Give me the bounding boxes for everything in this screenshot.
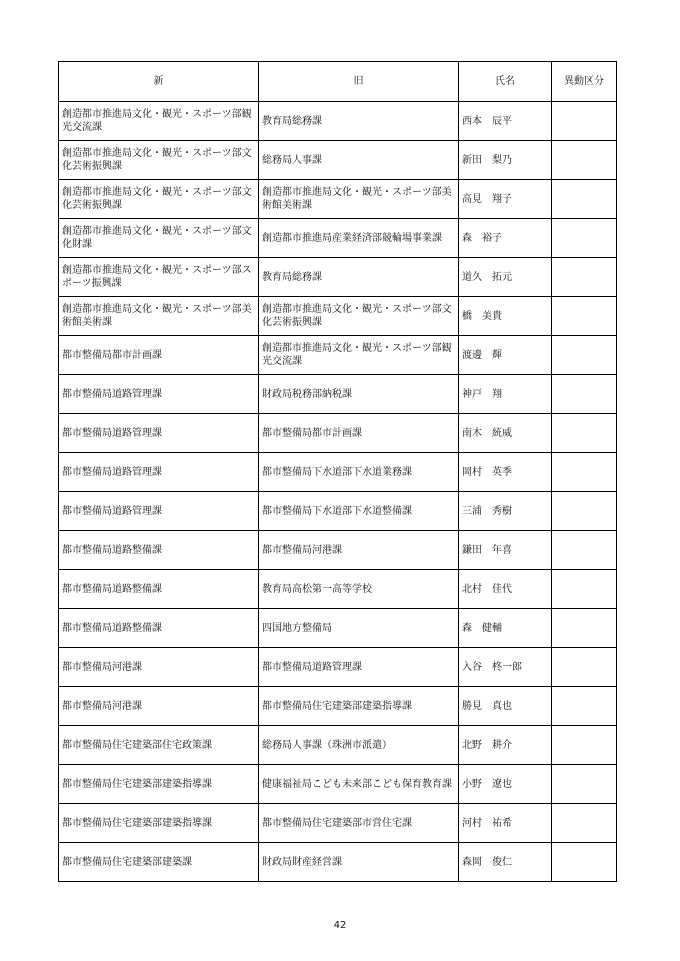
employee-name-cell: 鎌田 年喜 bbox=[459, 531, 552, 570]
page-number: 42 bbox=[333, 920, 347, 931]
old-department-cell: 都市整備局下水道部下水道整備課 bbox=[259, 492, 459, 531]
old-department-cell: 都市整備局都市計画課 bbox=[259, 414, 459, 453]
employee-name-cell: 神戸 翔 bbox=[459, 375, 552, 414]
transfer-type-cell bbox=[552, 258, 617, 297]
new-department-cell: 都市整備局住宅建築部建築課 bbox=[59, 843, 259, 882]
employee-name-cell: 森 健輔 bbox=[459, 609, 552, 648]
new-department-cell: 創造都市推進局文化・観光・スポーツ部文化財課 bbox=[59, 219, 259, 258]
table-header-row bbox=[59, 62, 617, 102]
transfer-type-cell bbox=[552, 765, 617, 804]
employee-name-cell: 橋 美貴 bbox=[459, 297, 552, 336]
old-department-cell: 都市整備局住宅建築部市営住宅課 bbox=[259, 804, 459, 843]
employee-name-cell: 西本 辰平 bbox=[459, 102, 552, 141]
header-new: 新 bbox=[59, 62, 259, 102]
new-department-cell: 創造都市推進局文化・観光・スポーツ部スポーツ振興課 bbox=[59, 258, 259, 297]
transfer-type-cell bbox=[552, 726, 617, 765]
old-department-cell: 総務局人事課 bbox=[259, 141, 459, 180]
new-department-cell: 都市整備局道路整備課 bbox=[59, 570, 259, 609]
employee-name-cell: 渡邊 輝 bbox=[459, 336, 552, 375]
transfer-type-cell bbox=[552, 336, 617, 375]
old-department-cell: 教育局高松第一高等学校 bbox=[259, 570, 459, 609]
transfer-type-cell bbox=[552, 297, 617, 336]
old-department-cell: 健康福祉局こども未来部こども保育教育課 bbox=[259, 765, 459, 804]
transfer-type-cell bbox=[552, 804, 617, 843]
table-row bbox=[59, 570, 617, 609]
table-row bbox=[59, 297, 617, 336]
transfer-type-cell bbox=[552, 414, 617, 453]
transfer-type-cell bbox=[552, 219, 617, 258]
employee-name-cell: 道久 拓元 bbox=[459, 258, 552, 297]
employee-name-cell: 高見 翔子 bbox=[459, 180, 552, 219]
employee-name-cell: 勝見 真也 bbox=[459, 687, 552, 726]
table-row bbox=[59, 453, 617, 492]
employee-name-cell: 小野 遼也 bbox=[459, 765, 552, 804]
new-department-cell: 創造都市推進局文化・観光・スポーツ部美術館美術課 bbox=[59, 297, 259, 336]
new-department-cell: 創造都市推進局文化・観光・スポーツ部観光交流課 bbox=[59, 102, 259, 141]
employee-name-cell: 三浦 秀樹 bbox=[459, 492, 552, 531]
new-department-cell: 都市整備局住宅建築部住宅政策課 bbox=[59, 726, 259, 765]
transfer-type-cell bbox=[552, 843, 617, 882]
table-row bbox=[59, 336, 617, 375]
table-row bbox=[59, 765, 617, 804]
personnel-transfer-table bbox=[58, 61, 617, 882]
transfer-type-cell bbox=[552, 375, 617, 414]
table-row bbox=[59, 648, 617, 687]
employee-name-cell: 南木 統威 bbox=[459, 414, 552, 453]
table-row bbox=[59, 180, 617, 219]
old-department-cell: 創造都市推進局文化・観光・スポーツ部観光交流課 bbox=[259, 336, 459, 375]
table-body bbox=[59, 102, 617, 882]
table-row bbox=[59, 492, 617, 531]
old-department-cell: 創造都市推進局文化・観光・スポーツ部文化芸術振興課 bbox=[259, 297, 459, 336]
table-row bbox=[59, 141, 617, 180]
new-department-cell: 都市整備局道路管理課 bbox=[59, 414, 259, 453]
table-row bbox=[59, 219, 617, 258]
old-department-cell: 四国地方整備局 bbox=[259, 609, 459, 648]
new-department-cell: 都市整備局河港課 bbox=[59, 687, 259, 726]
old-department-cell: 教育局総務課 bbox=[259, 102, 459, 141]
transfer-type-cell bbox=[552, 102, 617, 141]
table-row bbox=[59, 726, 617, 765]
table-row bbox=[59, 375, 617, 414]
header-transfer-type: 異動区分 bbox=[552, 62, 617, 102]
old-department-cell: 都市整備局河港課 bbox=[259, 531, 459, 570]
table-row bbox=[59, 531, 617, 570]
new-department-cell: 都市整備局道路整備課 bbox=[59, 609, 259, 648]
new-department-cell: 都市整備局河港課 bbox=[59, 648, 259, 687]
new-department-cell: 創造都市推進局文化・観光・スポーツ部文化芸術振興課 bbox=[59, 141, 259, 180]
table-row bbox=[59, 102, 617, 141]
header-old: 旧 bbox=[259, 62, 459, 102]
old-department-cell: 創造都市推進局産業経済部競輪場事業課 bbox=[259, 219, 459, 258]
employee-name-cell: 新田 梨乃 bbox=[459, 141, 552, 180]
transfer-type-cell bbox=[552, 570, 617, 609]
new-department-cell: 都市整備局住宅建築部建築指導課 bbox=[59, 765, 259, 804]
old-department-cell: 総務局人事課（珠洲市派遣） bbox=[259, 726, 459, 765]
old-department-cell: 創造都市推進局文化・観光・スポーツ部美術館美術課 bbox=[259, 180, 459, 219]
transfer-type-cell bbox=[552, 180, 617, 219]
old-department-cell: 都市整備局住宅建築部建築指導課 bbox=[259, 687, 459, 726]
old-department-cell: 都市整備局道路管理課 bbox=[259, 648, 459, 687]
transfer-type-cell bbox=[552, 141, 617, 180]
transfer-type-cell bbox=[552, 648, 617, 687]
employee-name-cell: 入谷 柊一郎 bbox=[459, 648, 552, 687]
employee-name-cell: 北野 耕介 bbox=[459, 726, 552, 765]
old-department-cell: 都市整備局下水道部下水道業務課 bbox=[259, 453, 459, 492]
new-department-cell: 都市整備局都市計画課 bbox=[59, 336, 259, 375]
new-department-cell: 都市整備局道路管理課 bbox=[59, 453, 259, 492]
new-department-cell: 都市整備局道路整備課 bbox=[59, 531, 259, 570]
table-row bbox=[59, 414, 617, 453]
table-row bbox=[59, 804, 617, 843]
new-department-cell: 都市整備局住宅建築部建築指導課 bbox=[59, 804, 259, 843]
table-row bbox=[59, 687, 617, 726]
new-department-cell: 都市整備局道路管理課 bbox=[59, 375, 259, 414]
transfer-type-cell bbox=[552, 492, 617, 531]
old-department-cell: 財政局税務部納税課 bbox=[259, 375, 459, 414]
employee-name-cell: 森岡 俊仁 bbox=[459, 843, 552, 882]
employee-name-cell: 岡村 英季 bbox=[459, 453, 552, 492]
transfer-type-cell bbox=[552, 687, 617, 726]
employee-name-cell: 河村 祐希 bbox=[459, 804, 552, 843]
old-department-cell: 財政局財産経営課 bbox=[259, 843, 459, 882]
header-name: 氏名 bbox=[459, 62, 552, 102]
new-department-cell: 都市整備局道路管理課 bbox=[59, 492, 259, 531]
transfer-type-cell bbox=[552, 453, 617, 492]
employee-name-cell: 森 裕子 bbox=[459, 219, 552, 258]
table-row bbox=[59, 609, 617, 648]
transfer-type-cell bbox=[552, 531, 617, 570]
employee-name-cell: 北村 佳代 bbox=[459, 570, 552, 609]
table-row bbox=[59, 258, 617, 297]
new-department-cell: 創造都市推進局文化・観光・スポーツ部文化芸術振興課 bbox=[59, 180, 259, 219]
table-row bbox=[59, 843, 617, 882]
old-department-cell: 教育局総務課 bbox=[259, 258, 459, 297]
transfer-type-cell bbox=[552, 609, 617, 648]
